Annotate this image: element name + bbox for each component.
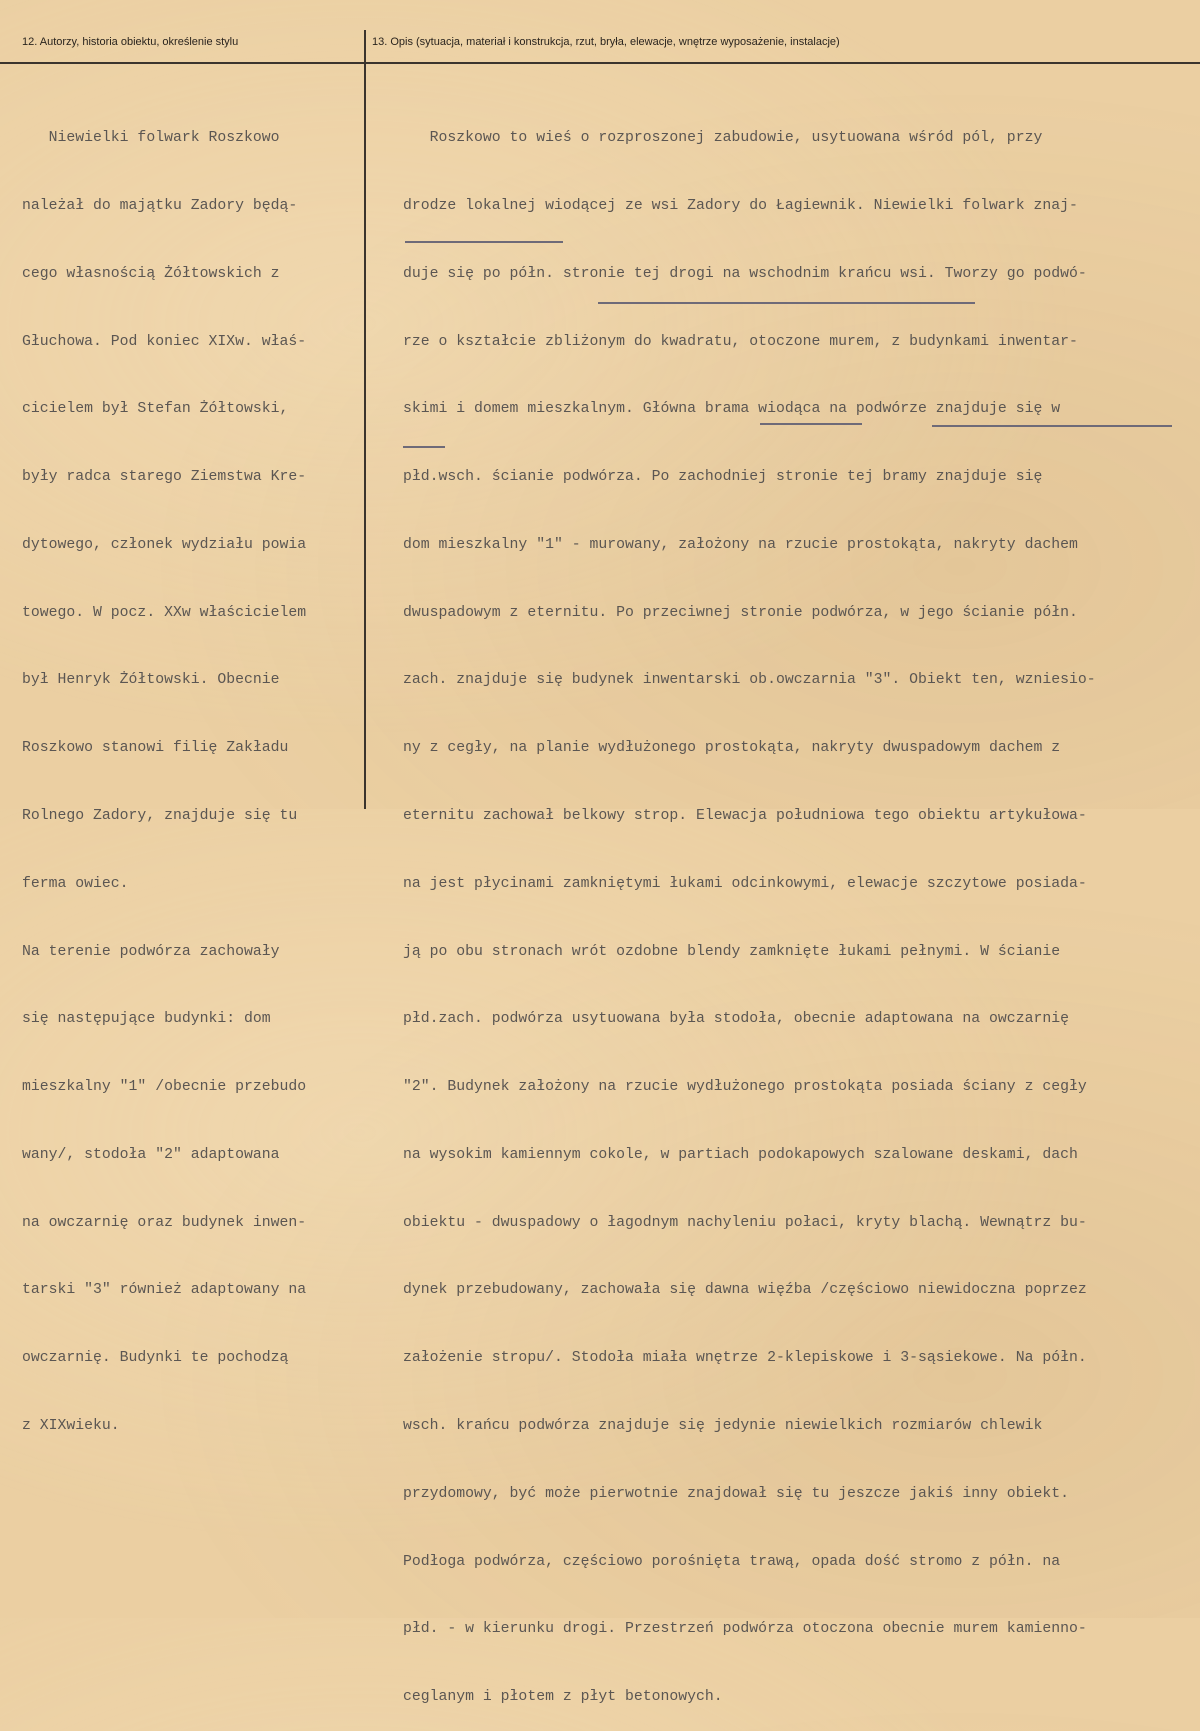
description-line: płd. - w kierunku drogi. Przestrzeń podwórza otoczona obecnie murem kamienno- <box>403 1621 1087 1638</box>
history-line: Roszkowo stanowi filię Zakładu <box>22 740 289 757</box>
underline-owczarnia-2 <box>403 446 445 448</box>
history-line: z XIXwieku. <box>22 1418 120 1435</box>
description-line: Roszkowo to wieś o rozproszonej zabudowie, usytuowana wśród pól, przy <box>403 130 1043 147</box>
description-line: rze o kształcie zbliżonym do kwadratu, otoczone murem, z budynkami inwentar- <box>403 333 1078 350</box>
description-line: płd.zach. podwórza usytuowana była stodoła, obecnie adaptowana na owczarnię <box>403 1011 1069 1028</box>
description-text <box>403 82 1096 1731</box>
description-line: dom mieszkalny "1" - murowany, założony na rzucie prostokąta, nakryty dachem <box>403 536 1078 553</box>
description-line: duje się po półn. stronie tej drogi na wschodnim krańcu wsi. Tworzy go podwó- <box>403 265 1087 282</box>
history-line: wany/, stodoła "2" adaptowana <box>22 1146 280 1163</box>
description-line: dynek przebudowany, zachowała się dawna więźba /częściowo niewidoczna poprzez <box>403 1282 1087 1299</box>
header-divider <box>0 62 1200 64</box>
description-line: ny z cegły, na planie wydłużonego prostokąta, nakryty dwuspadowym dachem z <box>403 740 1061 757</box>
underline-dom-mieszkalny <box>405 241 563 243</box>
history-line: Głuchowa. Pod koniec XIXw. właś- <box>22 333 307 350</box>
history-line: ferma owiec. <box>22 875 129 892</box>
header-right: 13. Opis (sytuacja, materiał i konstrukcja, rzut, bryła, elewacje, wnętrze wyposażenie, instalacje) <box>372 36 840 48</box>
underline-adaptowana <box>932 425 1172 427</box>
history-line: Na terenie podwórza zachowały <box>22 943 280 960</box>
history-line: na owczarnię oraz budynek inwen- <box>22 1214 307 1231</box>
underline-stodola <box>760 423 862 425</box>
description-line: założenie stropu/. Stodoła miała wnętrze 2-klepiskowe i 3-sąsiekowe. Na półn. <box>403 1350 1087 1367</box>
description-line: płd.wsch. ścianie podwórza. Po zachodniej stronie tej bramy znajduje się <box>403 469 1043 486</box>
history-line: Rolnego Zadory, znajduje się tu <box>22 808 298 824</box>
description-line: obiektu - dwuspadowy o łagodnym nachyleniu połaci, kryty blachą. Wewnątrz bu- <box>403 1214 1087 1231</box>
description-line: eternitu zachował belkowy strop. Elewacja południowa tego obiektu artykułowa- <box>403 808 1087 824</box>
history-line: cego własnością Żółtowskich z <box>22 265 280 282</box>
history-line: były radca starego Ziemstwa Kre- <box>22 469 307 486</box>
description-line: na jest płycinami zamkniętymi łukami odcinkowymi, elewacje szczytowe posiada- <box>403 875 1087 892</box>
description-line: drodze lokalnej wiodącej ze wsi Zadory do Łagiewnik. Niewielki folwark znaj- <box>403 197 1078 214</box>
history-line: był Henryk Żółtowski. Obecnie <box>22 672 280 689</box>
history-line: cicielem był Stefan Żółtowski, <box>22 401 289 418</box>
history-text <box>22 82 306 1460</box>
description-line: na wysokim kamiennym cokole, w partiach podokapowych szalowane deskami, dach <box>403 1146 1078 1163</box>
description-line: skimi i domem mieszkalnym. Główna brama wiodąca na podwórze znajduje się w <box>403 401 1061 418</box>
history-line: tarski "3" również adaptowany na <box>22 1282 307 1299</box>
history-line: należał do majątku Zadory będą- <box>22 197 298 214</box>
description-line: przydomowy, być może pierwotnie znajdował się tu jeszcze jakiś inny obiekt. <box>403 1485 1069 1502</box>
description-line: wsch. krańcu podwórza znajduje się jedynie niewielkich rozmiarów chlewik <box>403 1418 1043 1435</box>
description-line: "2". Budynek założony na rzucie wydłużonego prostokąta posiada ściany z cegły <box>403 1079 1087 1096</box>
history-line: Niewielki folwark Roszkowo <box>22 130 280 147</box>
history-line: mieszkalny "1" /obecnie przebudo <box>22 1079 307 1096</box>
description-line: ją po obu stronach wrót ozdobne blendy zamknięte łukami pełnymi. W ścianie <box>403 943 1061 960</box>
history-line: się następujące budynki: dom <box>22 1011 271 1028</box>
history-line: owczarnię. Budynki te pochodzą <box>22 1350 289 1367</box>
history-line: dytowego, członek wydziału powia <box>22 536 307 553</box>
history-line: towego. W pocz. XXw właścicielem <box>22 604 307 621</box>
underline-budynek-inwentarski <box>598 302 975 304</box>
header-left: 12. Autorzy, historia obiektu, określenie stylu <box>22 36 239 48</box>
column-divider <box>364 30 366 809</box>
description-line: Podłoga podwórza, częściowo porośnięta trawą, opada dość stromo z półn. na <box>403 1553 1061 1570</box>
description-line: dwuspadowym z eternitu. Po przeciwnej stronie podwórza, w jego ścianie półn. <box>403 604 1078 621</box>
description-line: ceglanym i płotem z płyt betonowych. <box>403 1689 723 1706</box>
description-line: zach. znajduje się budynek inwentarski ob.owczarnia "3". Obiekt ten, wzniesio- <box>403 672 1096 689</box>
